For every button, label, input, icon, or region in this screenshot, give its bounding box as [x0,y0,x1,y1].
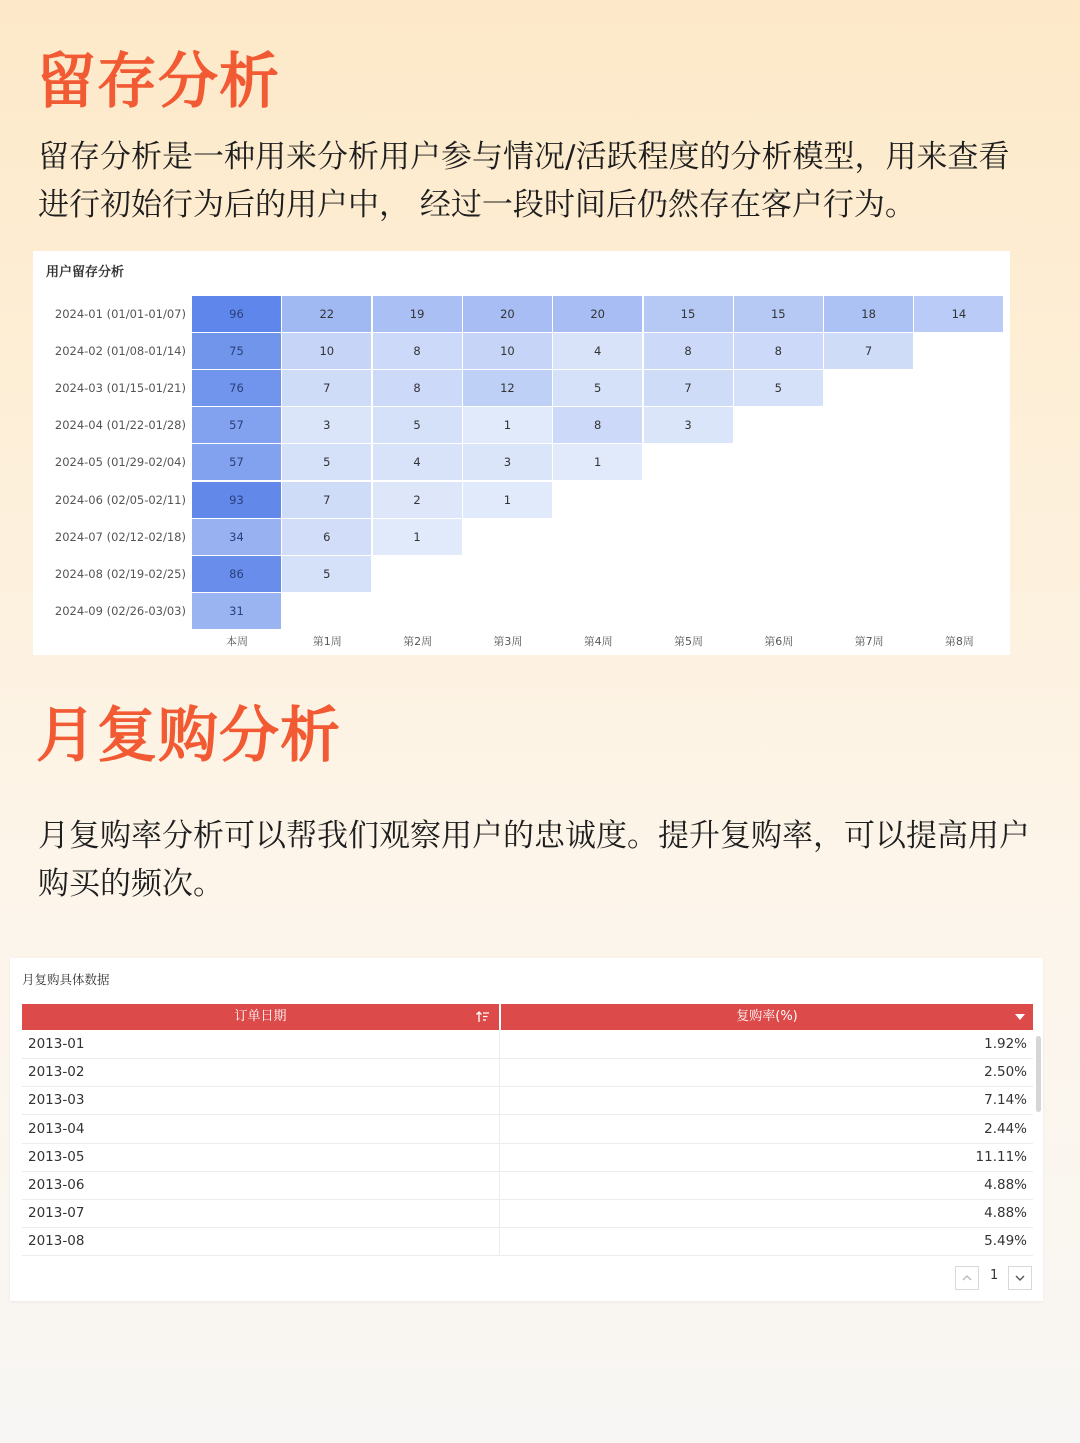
retention-cell: 5 [734,370,823,406]
retention-cell: 75 [192,333,281,369]
table-row[interactable] [22,1227,1033,1256]
retention-cell: 3 [644,407,733,443]
table-scrollbar[interactable] [1036,1036,1041,1112]
table-row[interactable] [22,1030,1033,1059]
order-date-cell: 2013-02 [28,1064,85,1081]
retention-heading: 留存分析 [36,47,280,117]
retention-cell: 96 [192,296,281,332]
retention-cell: 8 [644,333,733,369]
chevron-up-icon [961,1272,973,1284]
repurchase-rate-cell: 2.50% [984,1064,1027,1081]
order-date-cell: 2013-03 [28,1092,85,1109]
repurchase-description: 月复购率分析可以帮我们观察用户的忠诚度。提升复购率，可以提高用户购买的频次。 [38,818,1030,902]
retention-cell: 14 [914,296,1003,332]
retention-cell: 8 [373,333,462,369]
retention-row-label: 2024-07 (02/12-02/18) [54,529,186,544]
retention-cell: 20 [463,296,552,332]
repurchase-rate-cell: 11.11% [975,1148,1027,1165]
order-date-cell: 2013-04 [28,1120,85,1137]
repurchase-rate-cell: 4.88% [984,1205,1027,1222]
retention-cell: 76 [192,370,281,406]
retention-row-label: 2024-08 (02/19-02/25) [54,566,186,581]
retention-cell: 3 [282,407,371,443]
retention-panel-title: 用户留存分析 [46,265,125,280]
retention-cell: 10 [463,333,552,369]
table-row[interactable] [22,1199,1033,1228]
retention-row-label: 2024-09 (02/26-03/03) [54,603,186,618]
retention-cell: 86 [192,556,281,592]
table-header [22,1004,1033,1030]
retention-cell: 5 [373,407,462,443]
retention-cell: 1 [553,444,642,480]
repurchase-rate-cell: 2.44% [984,1120,1027,1137]
retention-cell: 20 [553,296,642,332]
order-date-cell: 2013-08 [28,1233,85,1250]
chevron-down-icon [1014,1272,1026,1284]
order-date-cell: 2013-07 [28,1205,85,1222]
order-date-cell: 2013-01 [28,1036,85,1052]
retention-cell: 31 [192,593,281,629]
retention-column-label: 第3周 [493,635,523,648]
retention-column-label: 第2周 [403,635,433,648]
retention-cell: 4 [373,444,462,480]
retention-column-label: 第5周 [674,635,703,648]
retention-cell: 1 [463,482,552,518]
retention-cell: 5 [553,370,642,406]
retention-row-label: 2024-05 (01/29-02/04) [54,455,186,470]
retention-cell: 2 [373,482,462,518]
retention-row-label: 2024-03 (01/15-01/21) [54,381,186,396]
retention-cell: 5 [282,556,371,592]
retention-cell: 1 [463,407,552,443]
retention-column-label: 第8周 [944,635,974,648]
page-number: 1 [990,1268,999,1283]
retention-cell: 7 [824,333,913,369]
chevron-down-icon[interactable] [1015,1014,1025,1020]
order-date-cell: 2013-05 [28,1148,85,1165]
column-divider [499,1227,500,1255]
retention-cell: 10 [282,333,371,369]
column-divider [499,1058,500,1086]
retention-cell: 3 [463,444,552,480]
retention-cell: 5 [282,444,371,480]
retention-cell: 57 [192,444,281,480]
column-divider [499,1199,500,1227]
page-next-button[interactable] [1008,1266,1032,1290]
column-divider [499,1115,500,1143]
column-header-rate[interactable]: 复购率(%) [736,1009,798,1024]
retention-column-label: 第1周 [312,635,342,648]
retention-cell: 18 [824,296,913,332]
column-divider [499,1143,500,1171]
retention-cell: 34 [192,519,281,555]
retention-cell: 7 [644,370,733,406]
retention-cell: 8 [373,370,462,406]
retention-column-label: 第6周 [764,635,794,648]
retention-description: 留存分析是一种用来分析用户参与情况/活跃程度的分析模型，用来查看进行初始行为后的用户中， 经过一段时间后仍然存在客户行为。 [38,139,1010,223]
retention-panel [33,251,1010,655]
table-row[interactable] [22,1086,1033,1115]
retention-cell: 19 [373,296,462,332]
retention-cell: 15 [644,296,733,332]
order-date-cell: 2013-06 [28,1177,85,1193]
retention-row-label: 2024-04 (01/22-01/28) [54,418,186,433]
repurchase-rate-cell: 5.49% [984,1233,1027,1250]
page-prev-button[interactable] [955,1266,979,1290]
retention-row-label: 2024-01 (01/01-01/07) [54,307,186,321]
retention-cell: 22 [282,296,371,332]
repurchase-rate-cell: 7.14% [984,1092,1027,1109]
retention-cell: 4 [553,333,642,369]
retention-cell: 12 [463,370,552,406]
table-row[interactable] [22,1143,1033,1172]
retention-cell: 7 [282,482,371,518]
column-divider [499,1030,500,1058]
table-row[interactable] [22,1115,1033,1144]
retention-cell: 1 [373,519,462,555]
table-row[interactable] [22,1171,1033,1200]
repurchase-panel [10,958,1043,1301]
retention-row-label: 2024-06 (02/05-02/11) [54,492,186,507]
retention-cell: 7 [282,370,371,406]
column-divider [499,1086,500,1114]
retention-column-label: 第4周 [583,635,613,648]
retention-row-label: 2024-02 (01/08-01/14) [54,344,186,359]
retention-cell: 6 [282,519,371,555]
retention-cell: 8 [553,407,642,443]
retention-column-label: 本周 [226,635,248,648]
retention-column-label: 第7周 [854,635,884,648]
repurchase-rate-cell: 4.88% [984,1177,1027,1193]
repurchase-rate-cell: 1.92% [984,1036,1027,1052]
retention-cell: 8 [734,333,823,369]
retention-cell: 57 [192,407,281,443]
repurchase-heading: 月复购分析 [36,701,341,771]
table-row[interactable] [22,1058,1033,1087]
sort-icon[interactable] [475,1009,491,1025]
retention-cell: 15 [734,296,823,332]
repurchase-panel-title: 月复购具体数据 [22,972,110,987]
column-header-date[interactable]: 订单日期 [234,1009,287,1024]
retention-cell: 93 [192,482,281,518]
column-divider [499,1171,500,1199]
